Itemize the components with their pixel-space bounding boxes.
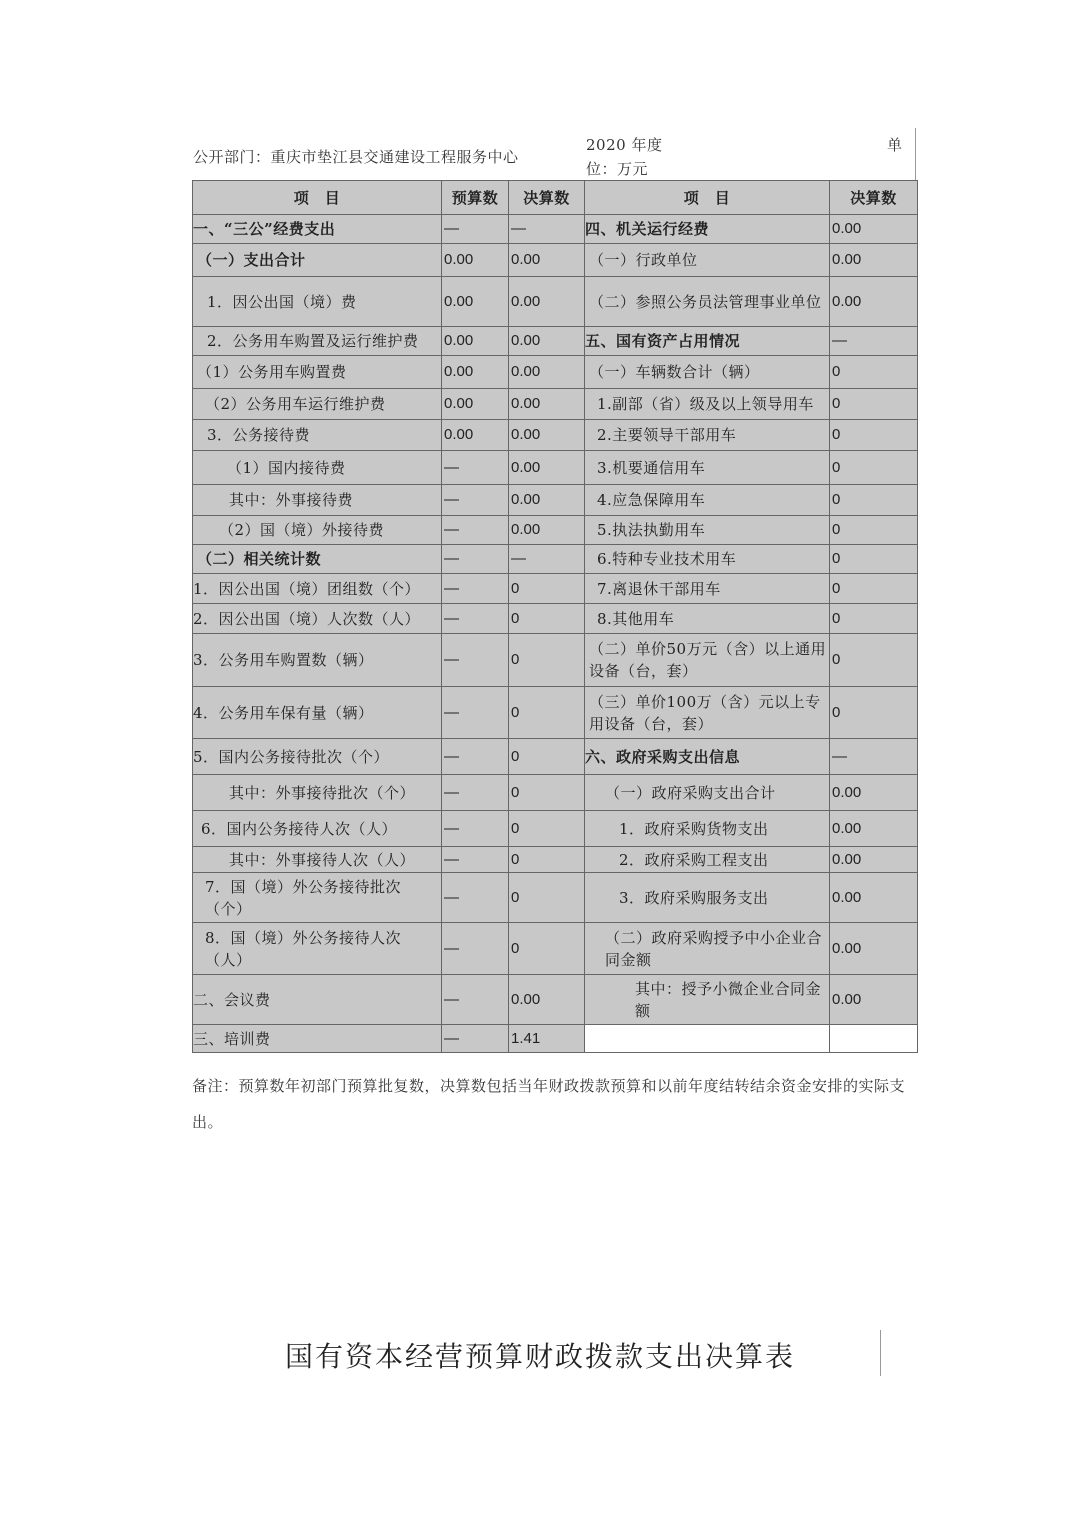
row-item-right: 8.其他用车	[585, 604, 830, 634]
row-budget-value: —	[442, 604, 509, 634]
expenditure-table	[192, 180, 918, 1053]
header-right-rule	[915, 128, 916, 180]
row-actual-value-right: 0	[830, 485, 918, 516]
row-actual-value-right: 0.00	[830, 923, 918, 975]
row-actual-value: 0.00	[509, 244, 585, 277]
row-actual-value-right: 0.00	[830, 775, 918, 811]
table-row	[193, 873, 918, 923]
row-actual-value: 0.00	[509, 277, 585, 327]
row-actual-value-right: 0	[830, 420, 918, 451]
table-row	[193, 574, 918, 604]
row-item-right: 3．政府采购服务支出	[585, 873, 830, 923]
row-item-left: 其中：外事接待人次（人）	[193, 847, 442, 873]
row-item-right: 3.机要通信用车	[585, 451, 830, 485]
table-row	[193, 739, 918, 775]
row-budget-value: —	[442, 775, 509, 811]
table-row	[193, 811, 918, 847]
col-header-item-right: 项 目	[585, 181, 830, 215]
row-actual-value-right: 0	[830, 574, 918, 604]
row-actual-value: —	[509, 215, 585, 244]
row-item-left: 一、“三公”经费支出	[193, 215, 442, 244]
row-actual-value: 1.41	[509, 1025, 585, 1053]
row-item-left: （1）国内接待费	[193, 451, 442, 485]
row-actual-value-right: 0	[830, 545, 918, 574]
row-item-left: 二、会议费	[193, 975, 442, 1025]
table-row	[193, 327, 918, 356]
row-actual-value: 0	[509, 634, 585, 687]
row-actual-value-right: 0.00	[830, 847, 918, 873]
table-row	[193, 847, 918, 873]
row-item-left: 8．国（境）外公务接待人次（人）	[193, 923, 442, 975]
row-actual-value-right: 0	[830, 356, 918, 389]
row-actual-value-right: 0	[830, 451, 918, 485]
row-budget-value: —	[442, 516, 509, 545]
row-budget-value: 0.00	[442, 389, 509, 420]
row-actual-value: 0.00	[509, 389, 585, 420]
table-row	[193, 277, 918, 327]
row-item-right: （二）单价50万元（含）以上通用设备（台，套）	[585, 634, 830, 687]
row-item-right: （二）参照公务员法管理事业单位	[585, 277, 830, 327]
row-actual-value: 0.00	[509, 356, 585, 389]
unit-label-part2: 位：万元	[586, 160, 649, 178]
table-row	[193, 485, 918, 516]
row-budget-value: —	[442, 215, 509, 244]
row-budget-value: 0.00	[442, 420, 509, 451]
row-budget-value: —	[442, 923, 509, 975]
row-actual-value-right: 0	[830, 516, 918, 545]
row-item-left: 其中：外事接待费	[193, 485, 442, 516]
row-actual-value: 0.00	[509, 975, 585, 1025]
row-actual-value: 0	[509, 775, 585, 811]
row-budget-value: —	[442, 847, 509, 873]
row-budget-value: 0.00	[442, 277, 509, 327]
unit-label-part1: 单	[887, 136, 903, 154]
row-budget-value: —	[442, 811, 509, 847]
row-item-right: 1.副部（省）级及以上领导用车	[585, 389, 830, 420]
row-actual-value-right: 0.00	[830, 277, 918, 327]
row-budget-value: —	[442, 545, 509, 574]
row-item-left: 3．公务用车购置数（辆）	[193, 634, 442, 687]
row-actual-value: 0.00	[509, 516, 585, 545]
row-budget-value: —	[442, 634, 509, 687]
row-budget-value: 0.00	[442, 327, 509, 356]
row-item-left: （一）支出合计	[193, 244, 442, 277]
row-item-right: 2．政府采购工程支出	[585, 847, 830, 873]
table-row	[193, 420, 918, 451]
row-actual-value: 0.00	[509, 485, 585, 516]
row-item-right: （二）政府采购授予中小企业合同金额	[585, 923, 830, 975]
row-item-right: （一）行政单位	[585, 244, 830, 277]
row-actual-value-right: 0	[830, 687, 918, 739]
row-item-right: 4.应急保障用车	[585, 485, 830, 516]
row-budget-value: —	[442, 975, 509, 1025]
table-row	[193, 451, 918, 485]
row-item-left: 3．公务接待费	[193, 420, 442, 451]
row-item-right: 2.主要领导干部用车	[585, 420, 830, 451]
table-row	[193, 389, 918, 420]
row-item-right: 六、政府采购支出信息	[585, 739, 830, 775]
row-actual-value-right: 0.00	[830, 873, 918, 923]
row-budget-value: —	[442, 574, 509, 604]
row-actual-value: 0.00	[509, 451, 585, 485]
row-item-left: 7．国（境）外公务接待批次（个）	[193, 873, 442, 923]
row-actual-value: 0	[509, 739, 585, 775]
row-actual-value: 0	[509, 687, 585, 739]
table-header-row	[193, 181, 918, 215]
row-item-right: 四、机关运行经费	[585, 215, 830, 244]
row-item-left: 2．公务用车购置及运行维护费	[193, 327, 442, 356]
row-item-left: （2）国（境）外接待费	[193, 516, 442, 545]
row-actual-value-right: 0.00	[830, 215, 918, 244]
row-item-left: （2）公务用车运行维护费	[193, 389, 442, 420]
row-actual-value: 0	[509, 574, 585, 604]
col-header-actual: 决算数	[509, 181, 585, 215]
row-budget-value: 0.00	[442, 356, 509, 389]
row-actual-value-right: 0	[830, 634, 918, 687]
table-row	[193, 975, 918, 1025]
table-row	[193, 775, 918, 811]
row-actual-value: 0	[509, 811, 585, 847]
row-item-left: 1．因公出国（境）费	[193, 277, 442, 327]
row-item-right: 6.特种专业技术用车	[585, 545, 830, 574]
row-item-left: 5．国内公务接待批次（个）	[193, 739, 442, 775]
row-actual-value-right: —	[830, 327, 918, 356]
table-row	[193, 215, 918, 244]
row-actual-value-right	[830, 1025, 918, 1053]
row-actual-value-right: 0	[830, 389, 918, 420]
row-item-right: （三）单价100万（含）元以上专用设备（台，套）	[585, 687, 830, 739]
row-item-left: 三、培训费	[193, 1025, 442, 1053]
table-row	[193, 516, 918, 545]
table-row	[193, 687, 918, 739]
row-item-left: （1）公务用车购置费	[193, 356, 442, 389]
row-item-left: 2．因公出国（境）人次数（人）	[193, 604, 442, 634]
year-label: 2020 年度	[586, 136, 663, 154]
row-item-left: 1．因公出国（境）团组数（个）	[193, 574, 442, 604]
row-item-left: 6．国内公务接待人次（人）	[193, 811, 442, 847]
row-budget-value: —	[442, 739, 509, 775]
row-budget-value: 0.00	[442, 244, 509, 277]
row-actual-value: 0.00	[509, 327, 585, 356]
row-item-right: （一）车辆数合计（辆）	[585, 356, 830, 389]
row-actual-value: 0.00	[509, 420, 585, 451]
row-actual-value-right: 0.00	[830, 975, 918, 1025]
row-item-right: 1．政府采购货物支出	[585, 811, 830, 847]
table-row	[193, 244, 918, 277]
row-budget-value: —	[442, 1025, 509, 1053]
row-item-left: 其中：外事接待批次（个）	[193, 775, 442, 811]
table-row	[193, 545, 918, 574]
title-right-rule	[880, 1330, 881, 1376]
col-header-budget: 预算数	[442, 181, 509, 215]
row-item-right	[585, 1025, 830, 1053]
row-item-right: 五、国有资产占用情况	[585, 327, 830, 356]
row-item-right: 7.离退休干部用车	[585, 574, 830, 604]
table-row	[193, 923, 918, 975]
col-header-actual-right: 决算数	[830, 181, 918, 215]
row-actual-value-right: 0.00	[830, 811, 918, 847]
row-budget-value: —	[442, 687, 509, 739]
row-actual-value-right: —	[830, 739, 918, 775]
row-item-left: （二）相关统计数	[193, 545, 442, 574]
row-actual-value: 0	[509, 604, 585, 634]
table-row	[193, 604, 918, 634]
row-actual-value: 0	[509, 847, 585, 873]
department-label: 公开部门：重庆市垫江县交通建设工程服务中心	[193, 148, 519, 166]
row-budget-value: —	[442, 451, 509, 485]
footnote: 备注：预算数年初部门预算批复数，决算数包括当年财政拨款预算和以前年度结转结余资金安排的实际支出。	[192, 1077, 906, 1131]
row-budget-value: —	[442, 873, 509, 923]
row-actual-value: —	[509, 545, 585, 574]
row-budget-value: —	[442, 485, 509, 516]
row-actual-value: 0	[509, 873, 585, 923]
row-item-right: 其中：授予小微企业合同金额	[585, 975, 830, 1025]
table-row	[193, 356, 918, 389]
row-actual-value-right: 0.00	[830, 244, 918, 277]
table-row	[193, 1025, 918, 1053]
row-item-right: 5.执法执勤用车	[585, 516, 830, 545]
row-actual-value: 0	[509, 923, 585, 975]
col-header-item: 项 目	[193, 181, 442, 215]
row-actual-value-right: 0	[830, 604, 918, 634]
section-title: 国有资本经营预算财政拨款支出决算表	[285, 1340, 796, 1373]
table-row	[193, 634, 918, 687]
row-item-right: （一）政府采购支出合计	[585, 775, 830, 811]
row-item-left: 4．公务用车保有量（辆）	[193, 687, 442, 739]
